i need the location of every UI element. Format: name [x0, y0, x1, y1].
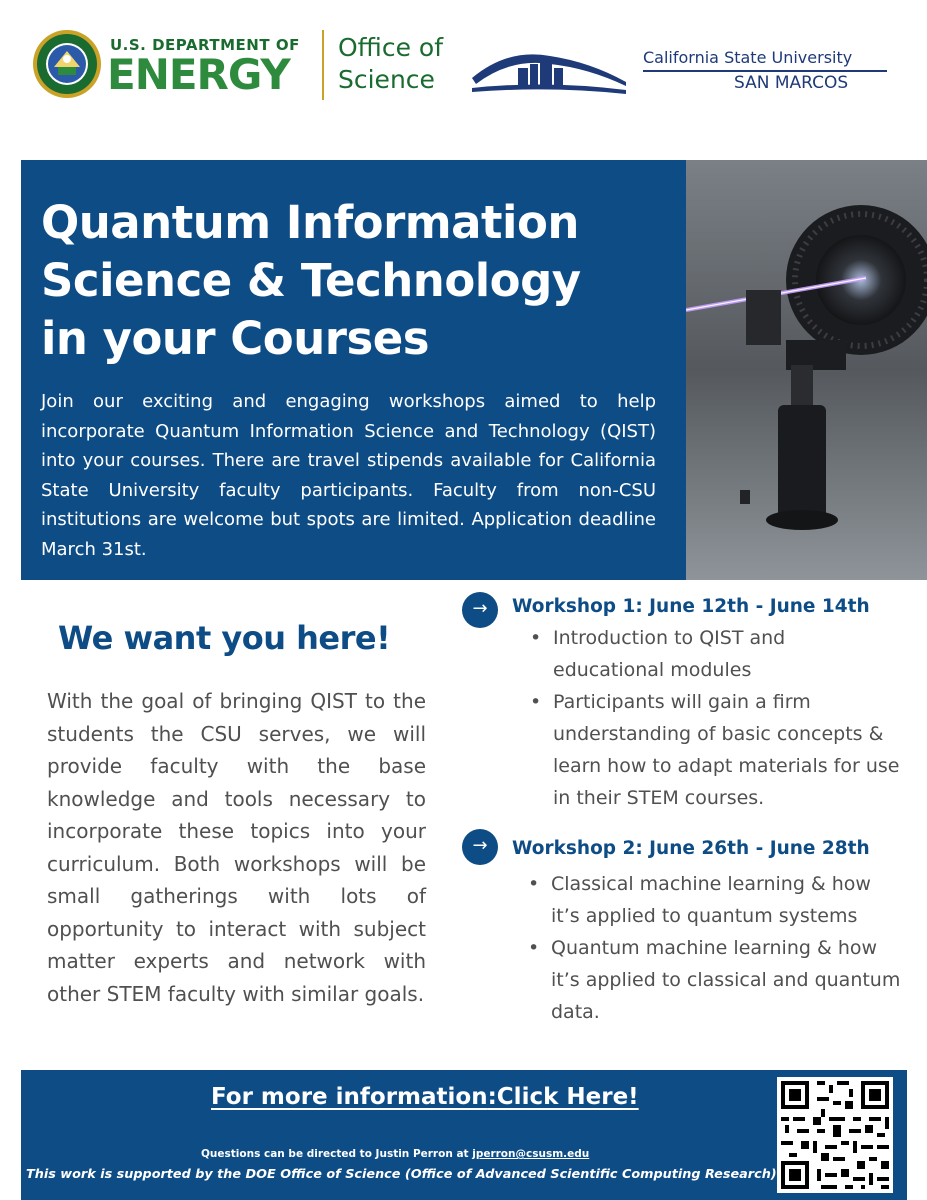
qr-code-icon[interactable] [777, 1077, 893, 1193]
contact-line [201, 1148, 589, 1160]
hero-title-line: Quantum Information [41, 196, 579, 249]
more-info-link[interactable] [211, 1084, 639, 1110]
list-item: • Introduction to QIST and educational modules [528, 622, 823, 686]
doe-wordmark: ENERGY [107, 50, 290, 99]
hero-description: Join our exciting and engaging workshops aimed to help incorporate Quantum Information Science and Technology (QIST) into your courses. There are travel stipends available for California State University faculty participants. Faculty from non-CSU institutions are welcome but spots are limited. Application deadline March 31st. [41, 391, 656, 560]
we-want-you-heading: We want you here! [58, 619, 391, 657]
footer-banner [21, 1070, 907, 1200]
hero-panel [21, 160, 686, 580]
csu-name: California State University [643, 48, 853, 67]
arrow-right-icon: → [462, 592, 498, 628]
office-line2: Science [338, 65, 435, 94]
click-here-link[interactable]: :Click Here! [487, 1084, 639, 1110]
arrow-right-icon: → [462, 829, 498, 865]
workshop-1-title: Workshop 1: June 12th - June 14th [512, 596, 870, 617]
hero-title-line: in your Courses [41, 312, 430, 365]
doe-line1: U.S. DEPARTMENT OF [110, 36, 300, 54]
we-want-you-body: With the goal of bringing QIST to the students the CSU serves, we will provide faculty with the base knowledge and tools necessary to incorporate these topics into your curriculum. Both workshops will be small gatherings with lots of opportunity to interact with subject matter experts and network with other STEM faculty with similar goals. [47, 689, 426, 1006]
list-item: • Participants will gain a firm understanding of basic concepts & learn how to adapt materials for use in their STEM courses. [528, 686, 903, 814]
logo-header [0, 0, 927, 140]
csusm-skyline-icon [468, 38, 630, 98]
funding-statement: This work is supported by the DOE Office of Science (Office of Advanced Scientific Computing Research) [26, 1167, 777, 1182]
hero-title-line: Science & Technology [41, 254, 581, 307]
workshop-2-title: Workshop 2: June 26th - June 28th [512, 838, 870, 859]
office-line1: Office of [338, 33, 444, 62]
list-item: • Classical machine learning & how it’s applied to quantum systems [526, 868, 896, 932]
csu-underline [643, 70, 887, 72]
contact-email-link[interactable]: jperron@csusm.edu [472, 1148, 590, 1160]
hero-title [41, 194, 681, 368]
office-of-science-logo [338, 32, 443, 96]
list-item: • Quantum machine learning & how it’s applied to classical and quantum data. [526, 932, 906, 1028]
csu-campus: SAN MARCOS [734, 73, 849, 93]
contact-text: Questions can be directed to Justin Perron at [201, 1148, 473, 1160]
quantum-optics-photo [686, 160, 927, 580]
workshop-1-bullets [528, 622, 908, 814]
workshop-2-bullets [526, 868, 906, 1028]
more-info-label: For more information [211, 1084, 488, 1110]
logo-divider [322, 30, 324, 100]
doe-seal-icon [32, 29, 102, 99]
